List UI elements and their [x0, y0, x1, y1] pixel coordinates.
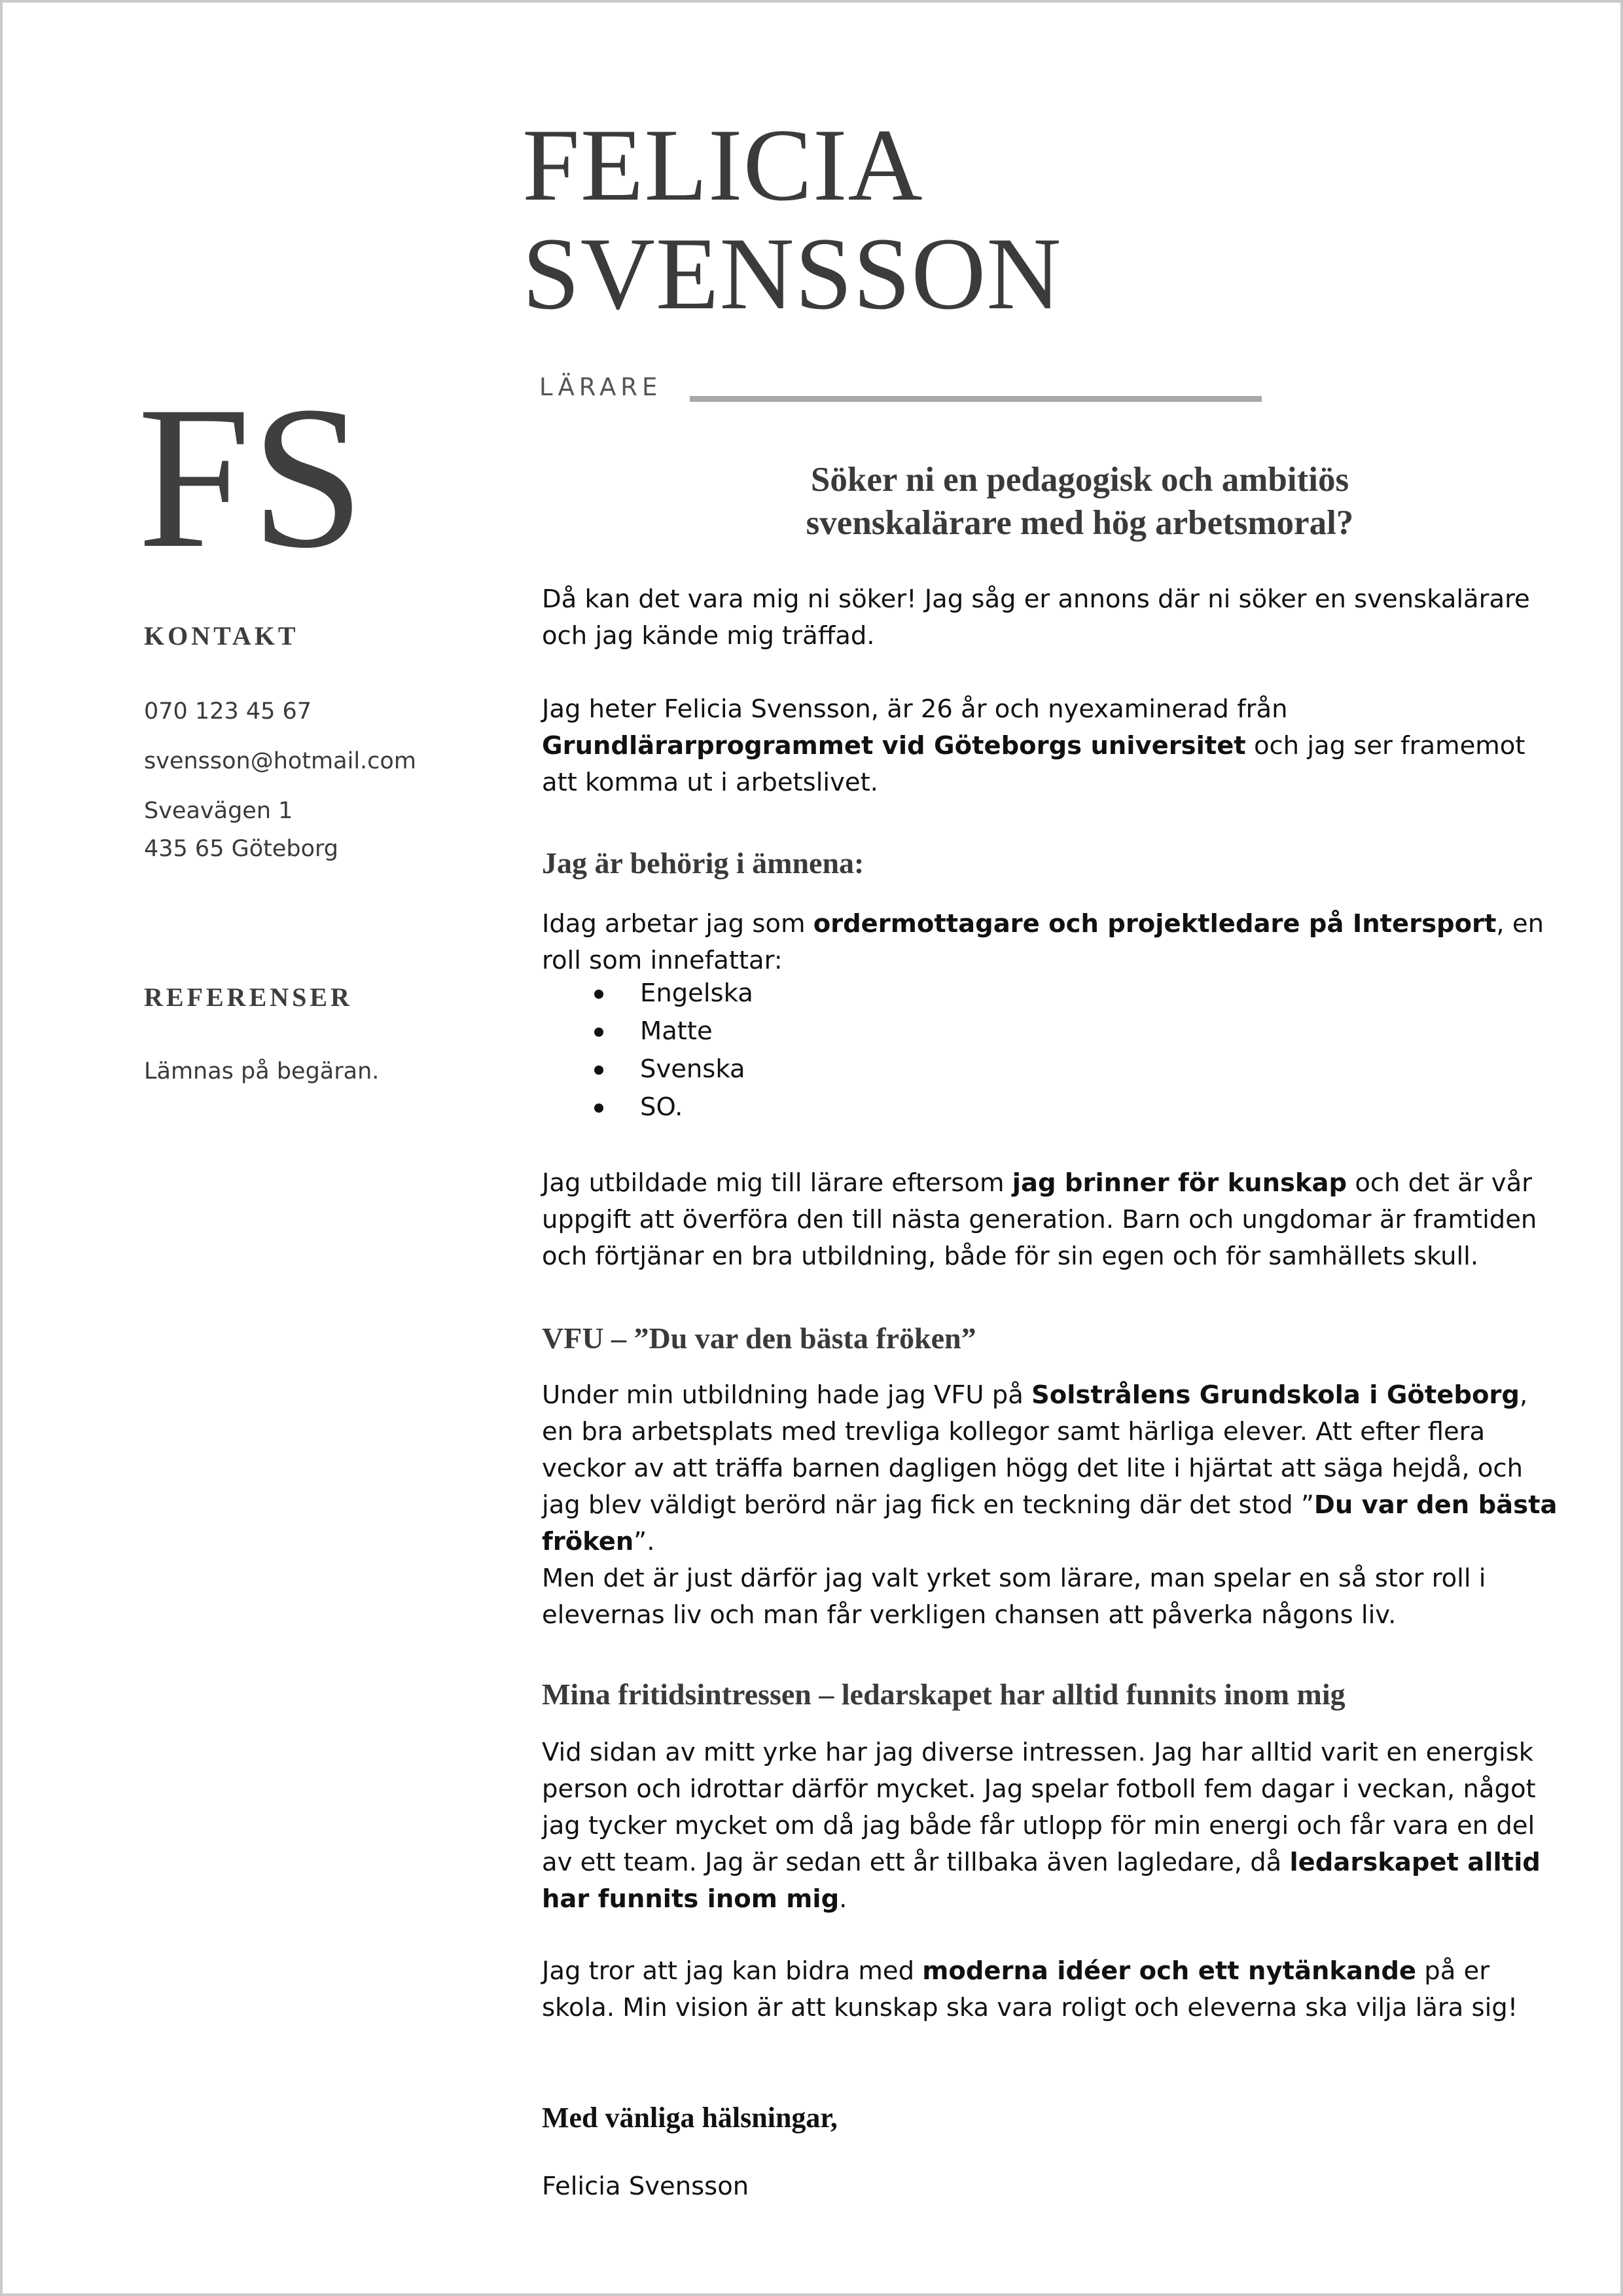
headline-line-2: svenskalärare med hög arbetsmoral?	[806, 504, 1354, 542]
passion-highlight: jag brinner för kunskap	[1012, 1168, 1347, 1198]
motivation-paragraph: Jag utbildade mig till lärare eftersom jag brinner för kunskap och det är vår uppgift att överföra den till nästa generation. Barn och ungdomar är framtiden och förtjänar en bra utbildning, både för sin egen och för samhällets skull.	[542, 1168, 1537, 1271]
leadership-highlight: ledarskapet alltid har funnits inom mig	[542, 1848, 1541, 1914]
section-interests-title: Mina fritidsintressen – ledarskapet har alltid funnits inom mig	[542, 1677, 1346, 1711]
letter-headline	[687, 458, 1472, 545]
vision-paragraph: Jag tror att jag kan bidra med moderna idéer och ett nytänkande på er skola. Min vision är att kunskap ska vara roligt och eleverna ska vilja lära sig!	[542, 1956, 1518, 2022]
role-divider	[690, 396, 1262, 402]
bullet-icon	[594, 1028, 603, 1037]
signature: Felicia Svensson	[542, 2172, 749, 2201]
name-line-first: FELICIA	[522, 108, 923, 223]
vocation-paragraph: Men det är just därför jag valt yrket som lärare, man spelar en så stor roll i elevernas liv och man får verkligen chansen att påverka någons liv.	[542, 1564, 1486, 1630]
headline-line-1: Söker ni en pedagogisk och ambitiös	[810, 461, 1349, 499]
name-line-last: SVENSSON	[522, 217, 1062, 331]
bullet-icon	[594, 1066, 603, 1075]
contact-heading: KONTAKT	[144, 621, 299, 651]
references-text: Lämnas på begäran.	[144, 1058, 380, 1085]
bullet-icon	[594, 1103, 603, 1113]
contact-address	[144, 792, 338, 868]
vfu-paragraph: Under min utbildning hade jag VFU på Solstrålens Grundskola i Göteborg, en bra arbetsplats med trevliga kollegor samt härliga elever. Att efter flera veckor av att träffa barnen dagligen högg det lite i hjärtat att säga hejdå, och jag blev väldigt berörd när jag fick en teckning där det stod ”Du var den bästa fröken”.	[542, 1380, 1558, 1556]
quote-highlight: Du var den bästa fröken	[542, 1490, 1558, 1556]
references-heading: REFERENSER	[144, 982, 353, 1012]
ideas-highlight: moderna idéer och ett nytänkande	[922, 1956, 1417, 1986]
intro-paragraph: Då kan det vara mig ni söker! Jag såg er annons där ni söker en svenskalärare och jag kände mig träffad.	[542, 584, 1530, 651]
bullet-icon	[594, 990, 603, 999]
role-title: LÄRARE	[539, 373, 662, 401]
contact-email: svensson@hotmail.com	[144, 748, 416, 774]
job-highlight: ordermottagare och projektledare på Intersport	[813, 909, 1497, 939]
section-vfu-title: VFU – ”Du var den bästa fröken”	[542, 1321, 976, 1355]
current-job-paragraph: Idag arbetar jag som ordermottagare och projektledare på Intersport, en roll som innefattar:	[542, 909, 1544, 975]
monogram: FS	[137, 365, 365, 590]
background-paragraph: Jag heter Felicia Svensson, är 26 år och nyexaminerad från Grundlärarprogrammet vid Göteborgs universitet och jag ser framemot att komma ut i arbetslivet.	[542, 694, 1525, 797]
interests-paragraph: Vid sidan av mitt yrke har jag diverse intressen. Jag har alltid varit en energisk person och idrottar därför mycket. Jag spelar fotboll fem dagar i veckan, något jag tycker mycket om då jag både får utlopp för min energi och får vara en del av ett team. Jag är sedan ett år tillbaka även lagledare, då ledarskapet alltid har funnits inom mig.	[542, 1738, 1541, 1914]
section-qualifications-title: Jag är behörig i ämnena:	[542, 846, 865, 880]
address-street: Sveavägen 1	[144, 798, 293, 824]
contact-phone: 070 123 45 67	[144, 698, 312, 725]
closing-greeting: Med vänliga hälsningar,	[542, 2102, 838, 2134]
school-highlight: Solstrålens Grundskola i Göteborg	[1031, 1380, 1520, 1410]
education-highlight: Grundlärarprogrammet vid Göteborgs universitet	[542, 731, 1246, 761]
applicant-name	[522, 108, 1504, 331]
address-city: 435 65 Göteborg	[144, 836, 339, 862]
